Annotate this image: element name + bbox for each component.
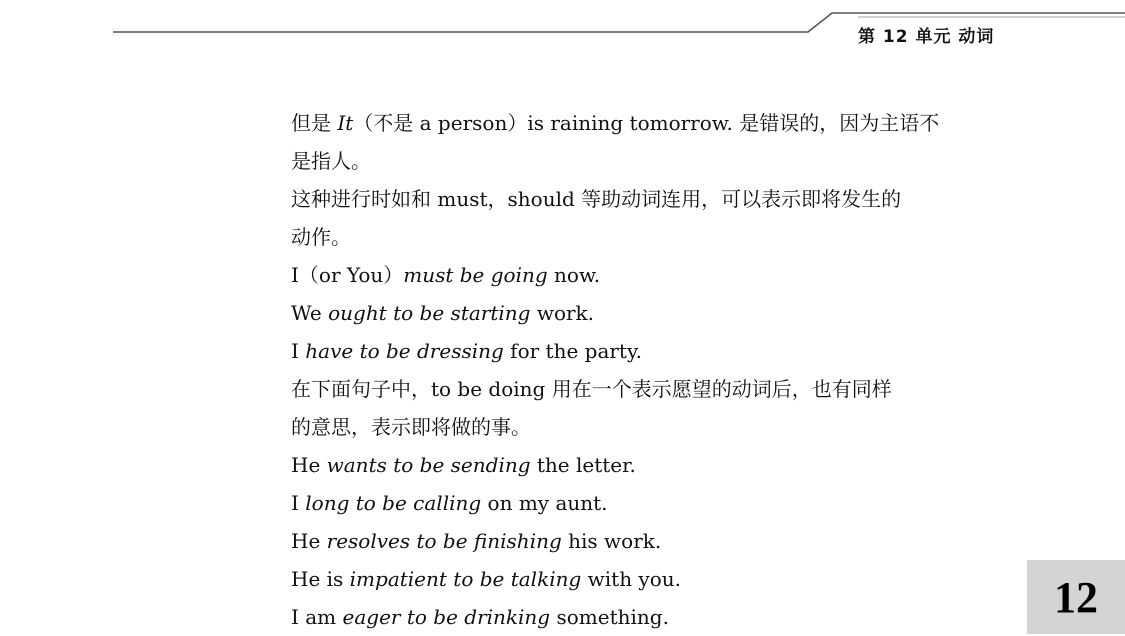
text-segment: We	[291, 301, 329, 325]
text-segment: 但是	[291, 111, 338, 135]
text-segment: now.	[547, 263, 601, 287]
text-line	[291, 218, 971, 256]
text-line	[291, 408, 971, 446]
text-segment: He	[291, 529, 327, 553]
text-line	[291, 256, 971, 294]
text-segment: on my aunt.	[481, 491, 608, 515]
text-line	[291, 598, 971, 636]
page-number: 12	[1054, 572, 1098, 622]
text-line	[291, 104, 971, 142]
page-number-box	[1027, 560, 1125, 634]
text-segment: 在下面句子中，to be doing 用在一个表示愿望的动词后，也有同样	[291, 377, 892, 401]
text-segment: I am	[291, 605, 343, 629]
chapter-title: 第 12 单元 动词	[858, 27, 995, 47]
text-line	[291, 180, 971, 218]
text-segment: （不是 a person）is raining tomorrow. 是错误的，因为主语不	[353, 111, 940, 135]
italic-phrase: long to be calling	[305, 491, 482, 515]
text-segment: He	[291, 453, 327, 477]
text-line	[291, 522, 971, 560]
text-segment: his work.	[561, 529, 662, 553]
text-segment: for the party.	[503, 339, 642, 363]
text-segment: with you.	[581, 567, 682, 591]
text-segment: I（or You）	[291, 263, 404, 287]
text-segment: 是指人。	[291, 149, 371, 173]
text-segment: I	[291, 491, 306, 515]
body-text	[291, 104, 971, 636]
text-segment: something.	[550, 605, 669, 629]
italic-phrase: impatient to be talking	[349, 567, 582, 591]
italic-phrase: ought to be starting	[328, 301, 531, 325]
italic-phrase: resolves to be finishing	[326, 529, 562, 553]
text-segment: I	[291, 339, 306, 363]
text-segment: He is	[291, 567, 350, 591]
italic-phrase: eager to be drinking	[342, 605, 551, 629]
text-line	[291, 332, 971, 370]
text-line	[291, 370, 971, 408]
text-segment: the letter.	[530, 453, 636, 477]
italic-phrase: have to be dressing	[305, 339, 504, 363]
text-segment: 这种进行时如和 must，should 等助动词连用，可以表示即将发生的	[291, 187, 902, 211]
text-segment: 的意思，表示即将做的事。	[291, 415, 531, 439]
text-line	[291, 560, 971, 598]
text-segment: 动作。	[291, 225, 351, 249]
text-line	[291, 484, 971, 522]
text-line	[291, 142, 971, 180]
text-line	[291, 446, 971, 484]
italic-phrase: must be going	[403, 263, 548, 287]
text-line	[291, 294, 971, 332]
text-segment: work.	[530, 301, 595, 325]
italic-phrase: wants to be sending	[326, 453, 531, 477]
italic-phrase: It	[337, 111, 354, 135]
